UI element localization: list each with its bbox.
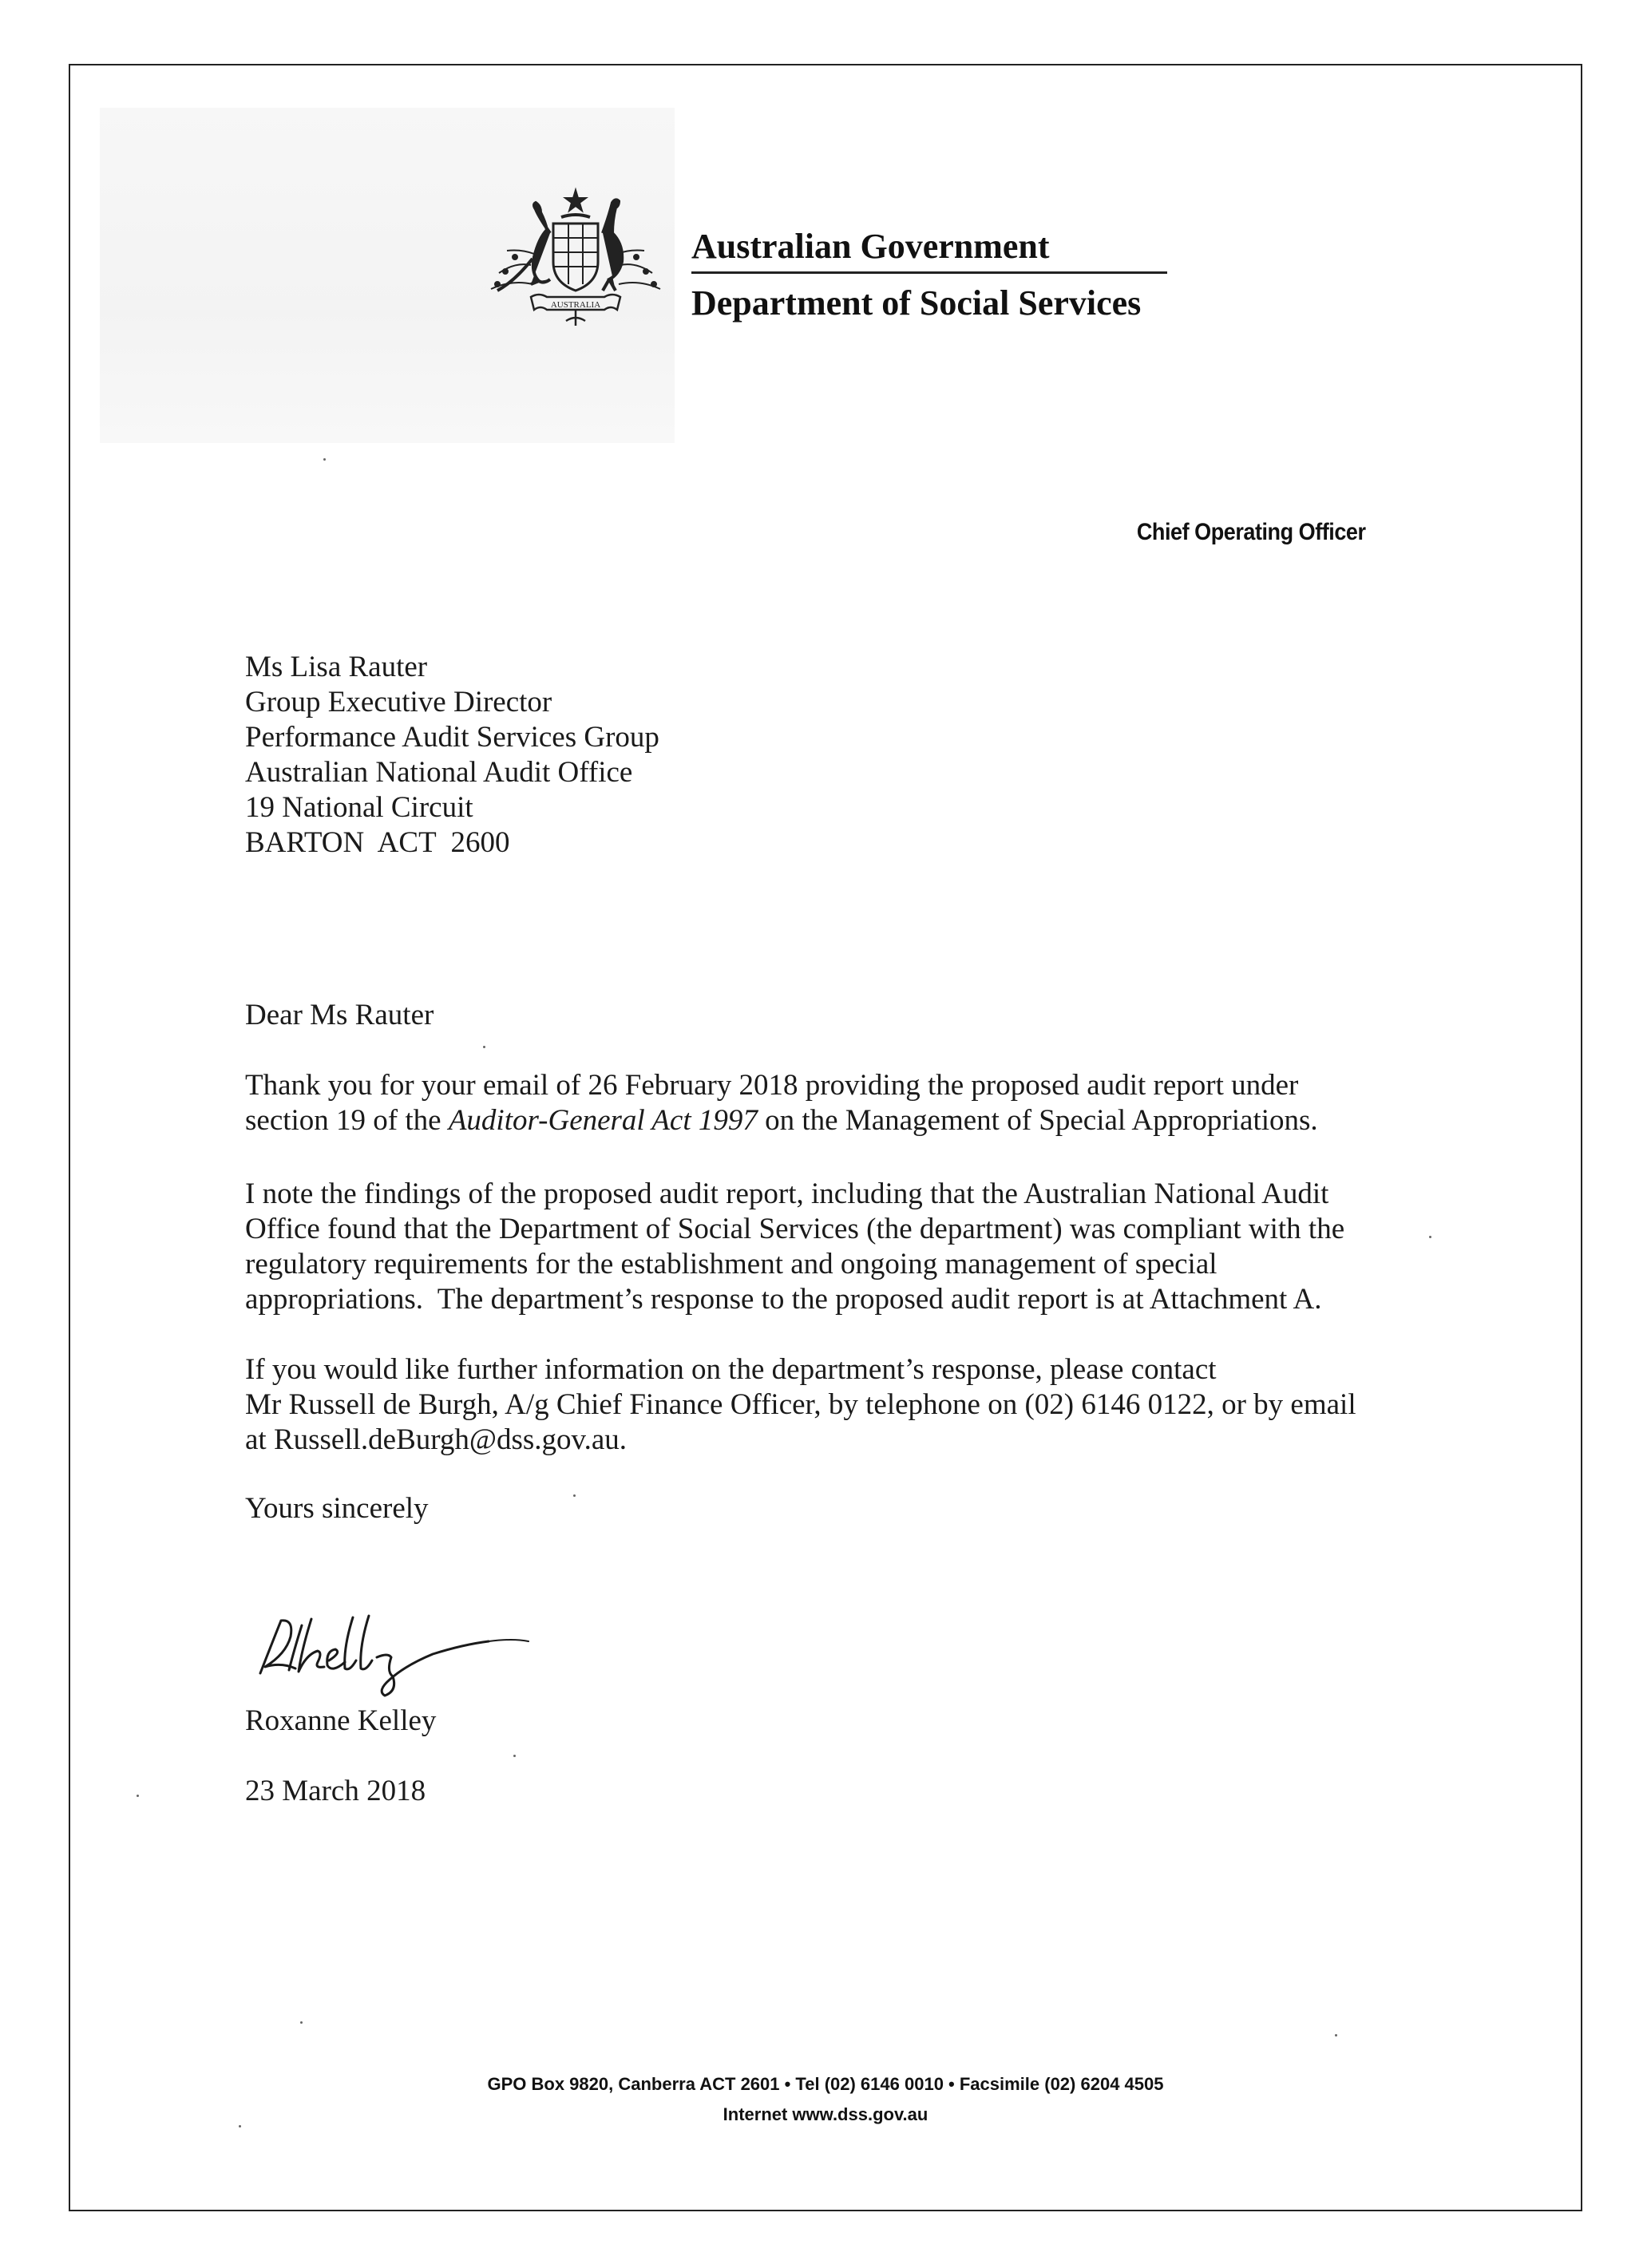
paragraph-3-line-3: at Russell.deBurgh@dss.gov.au.: [245, 1423, 628, 1456]
scan-speck: [137, 1795, 139, 1797]
letterhead: [691, 225, 1170, 325]
scan-speck: [323, 458, 326, 461]
footer: [69, 2069, 1582, 2130]
letter-date: 23 March 2018: [245, 1775, 426, 1807]
signatory-name: Roxanne Kelley: [245, 1704, 437, 1737]
act-name: Auditor-General Act 1997: [448, 1104, 758, 1137]
recipient-position: Group Executive Director: [245, 686, 552, 718]
recipient-street: 19 National Circuit: [245, 791, 473, 824]
recipient-name: Ms Lisa Rauter: [245, 651, 428, 683]
scan-speck: [300, 2021, 303, 2024]
paragraph-3-line-1: If you would like further information on the department’s response, please contact: [245, 1353, 1217, 1386]
footer-website: Internet www.dss.gov.au: [723, 2104, 928, 2124]
footer-contact: GPO Box 9820, Canberra ACT 2601 • Tel (02) 6146 0010 • Facsimile (02) 6204 4505: [487, 2074, 1164, 2094]
paragraph-2-line-4: appropriations. The department’s response to the proposed audit report is at Attachment A.: [245, 1283, 1322, 1316]
scan-speck: [1335, 2034, 1337, 2036]
paragraph-3: [245, 1352, 1419, 1458]
paragraph-1: [245, 1068, 1419, 1138]
closing: Yours sincerely: [245, 1492, 429, 1525]
paragraph-2-line-1: I note the findings of the proposed audit report, including that the Australian National Audit: [245, 1178, 1329, 1210]
paragraph-1-line-2-start: section 19 of the: [245, 1104, 449, 1137]
government-name: Australian Government: [691, 227, 1050, 266]
coat-of-arms-icon: [483, 185, 668, 329]
department-name: Department of Social Services: [691, 283, 1142, 323]
scan-speck: [483, 1046, 485, 1048]
paragraph-1-line-1: Thank you for your email of 26 February 2018 providing the proposed audit report under: [245, 1069, 1299, 1102]
salutation: Dear Ms Rauter: [245, 999, 434, 1031]
paragraph-2-line-3: regulatory requirements for the establishment and ongoing management of special: [245, 1248, 1217, 1280]
scan-speck: [239, 2125, 241, 2127]
paragraph-3-line-2: Mr Russell de Burgh, A/g Chief Finance Officer, by telephone on (02) 6146 0122, or by email: [245, 1388, 1356, 1421]
scan-speck: [513, 1755, 516, 1757]
sender-title: Chief Operating Officer: [1137, 519, 1366, 545]
recipient-group: Performance Audit Services Group: [245, 721, 659, 754]
signature-icon: [249, 1605, 552, 1700]
paragraph-2: [245, 1177, 1419, 1317]
recipient-office: Australian National Audit Office: [245, 756, 633, 789]
paragraph-1-line-2: [245, 1103, 1419, 1138]
recipient-address: [245, 650, 659, 861]
recipient-locality: BARTON ACT 2600: [245, 826, 510, 859]
letterhead-divider: [691, 271, 1167, 274]
scan-speck: [1429, 1236, 1431, 1238]
crest-motto: AUSTRALIA: [550, 300, 601, 310]
paragraph-2-line-2: Office found that the Department of Social Services (the department) was compliant with the: [245, 1213, 1345, 1245]
paragraph-1-line-2-end: on the Management of Special Appropriations.: [757, 1104, 1318, 1137]
scan-speck: [573, 1494, 576, 1497]
